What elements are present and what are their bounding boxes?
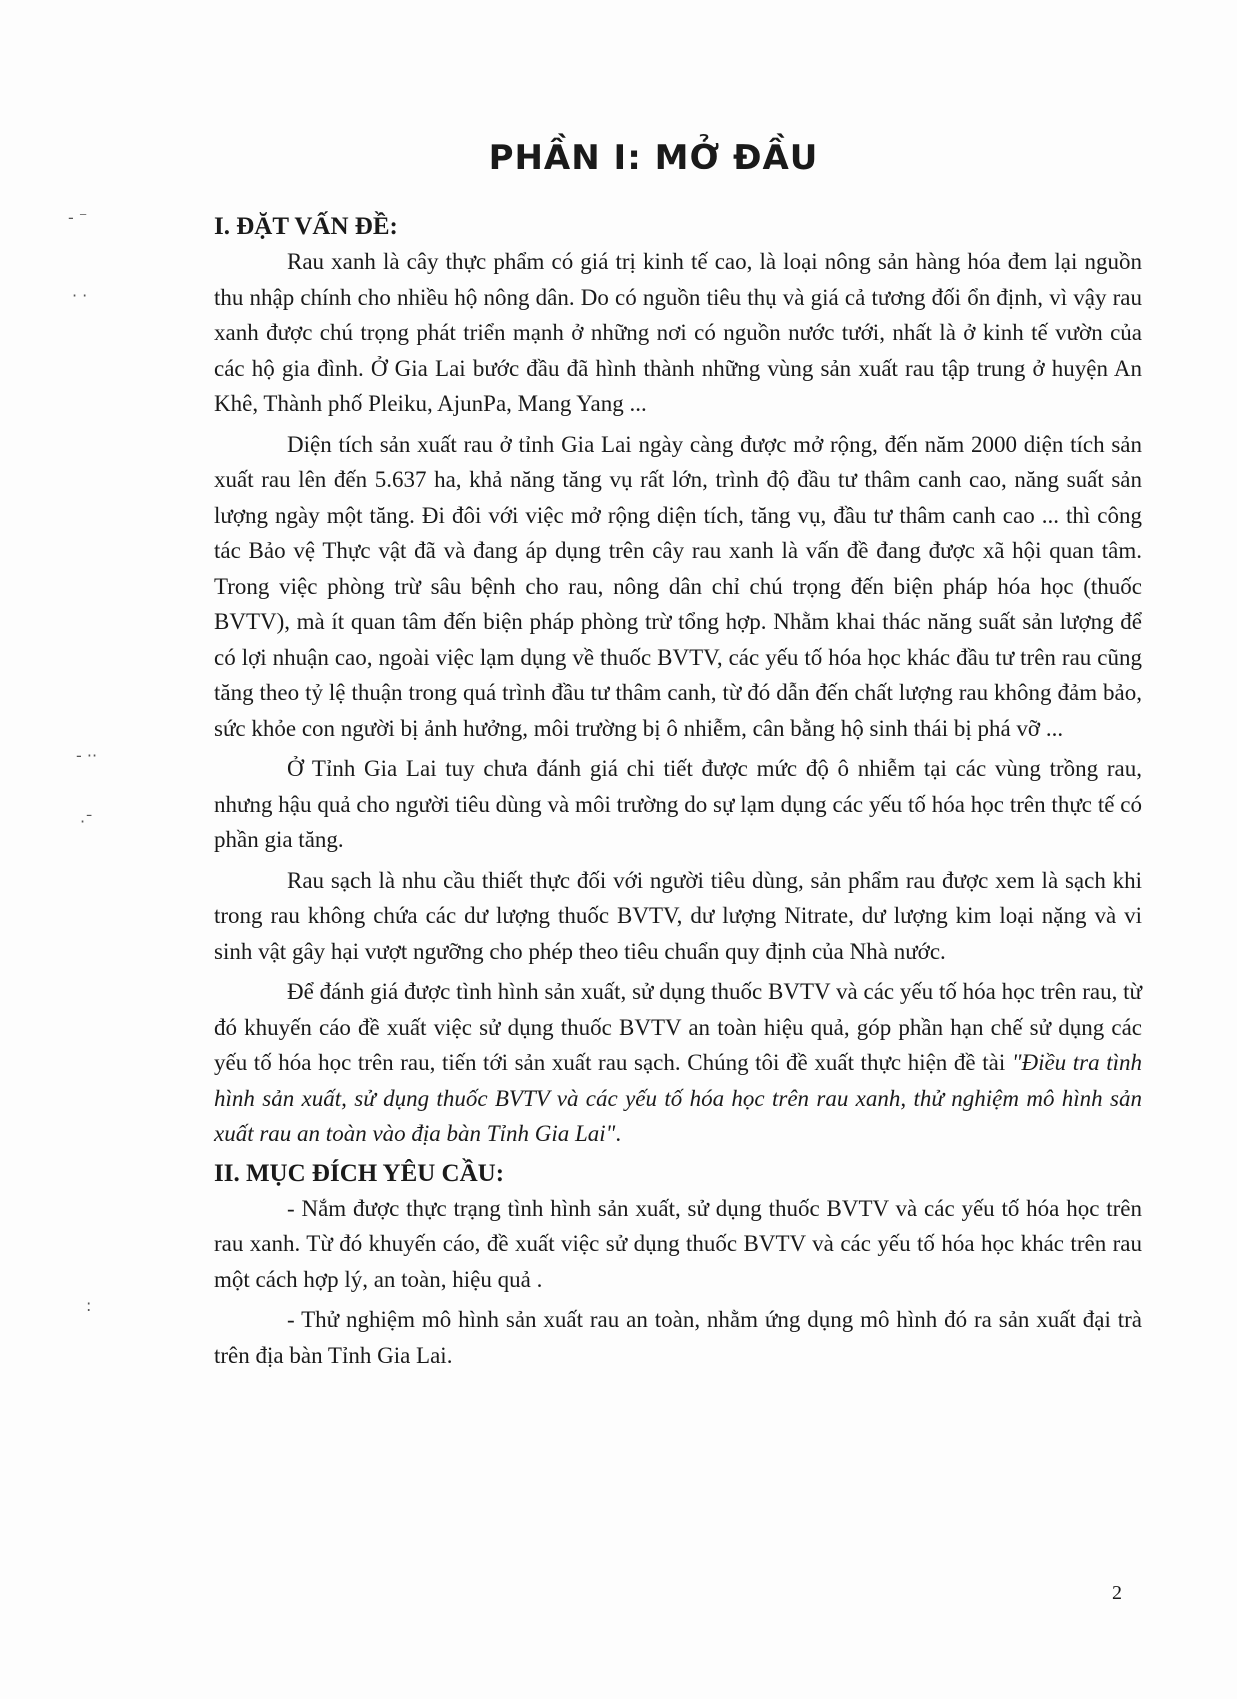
scan-mark: · ·	[72, 286, 88, 305]
paragraph: Rau sạch là nhu cầu thiết thực đối với người tiêu dùng, sản phẩm rau được xem là sạch khi trong rau không chứa các dư lượng thuốc BVTV, dư lượng Nitrate, dư lượng kim loại nặng và vi sinh vật gây hại vượt ngưỡng cho phép theo tiêu chuẩn quy định của Nhà nước.	[214, 867, 1142, 964]
section-heading-muc-dich-yeu-cau: II. MỤC ĐÍCH YÊU CẦU:	[214, 1159, 505, 1187]
paragraph-research-topic	[214, 974, 1142, 1152]
scan-mark: - ⁻	[68, 208, 88, 227]
scan-mark: ·ˉ	[80, 812, 94, 831]
research-topic-title: "Điều tra tình hình sản xuất, sử dụng thuốc BVTV và các yếu tố hóa học trên rau xanh, thử nghiệm mô hình sản xuất rau an toàn vào địa bàn Tỉnh Gia Lai"	[214, 1050, 1142, 1146]
page-number: 2	[1112, 1582, 1122, 1604]
section-heading-dat-van-de: I. ĐẶT VẤN ĐỀ:	[214, 213, 398, 240]
paragraph: - Nắm được thực trạng tình hình sản xuất, sử dụng thuốc BVTV và các yếu tố hóa học trên rau xanh. Từ đó khuyến cáo, đề xuất việc sử dụng thuốc BVTV và các yếu tố hóa học khác trên rau một cách hợp lý, an toàn, hiệu quả .	[214, 1195, 1142, 1292]
scan-mark: :	[86, 1296, 92, 1315]
paragraph: Rau xanh là cây thực phẩm có giá trị kinh tế cao, là loại nông sản hàng hóa đem lại nguồn thu nhập chính cho nhiều hộ nông dân. Do có nguồn tiêu thụ và giá cả tương đối ổn định, vì vậy rau xanh được chú trọng phát triển mạnh ở những nơi có nguồn nước tưới, nhất là ở kinh tế vườn của các hộ gia đình. Ở Gia Lai bước đầu đã hình thành những vùng sản xuất rau tập trung ở huyện An Khê, Thành phố Pleiku, AjunPa, Mang Yang ...	[214, 249, 1142, 416]
scan-mark: - ··	[76, 746, 98, 765]
document-body	[214, 210, 1142, 1378]
paragraph-tail-text: .	[615, 1121, 622, 1146]
paragraph: - Thử nghiệm mô hình sản xuất rau an toàn, nhằm ứng dụng mô hình đó ra sản xuất đại trà trên địa bàn Tỉnh Gia Lai.	[214, 1307, 1142, 1368]
paragraph-lead-text: Để đánh giá được tình hình sản xuất, sử dụng thuốc BVTV và các yếu tố hóa học trên rau, từ đó khuyến cáo đề xuất việc sử dụng thuốc BVTV an toàn hiệu quả, góp phần hạn chế sử dụng các yếu tố hóa học trên rau, tiến tới sản xuất rau sạch. Chúng tôi đề xuất thực hiện đề tài	[214, 979, 1142, 1075]
page-title: PHẦN I: MỞ ĐẦU	[488, 138, 819, 178]
paragraph: Diện tích sản xuất rau ở tỉnh Gia Lai ngày càng được mở rộng, đến năm 2000 diện tích sản xuất rau lên đến 5.637 ha, khả năng tăng vụ rất lớn, trình độ đầu tư thâm canh cao, năng suất sản lượng ngày một tăng. Đi đôi với việc mở rộng diện tích, tăng vụ, đầu tư thâm canh cao ... thì công tác Bảo vệ Thực vật đã và đang áp dụng trên cây rau xanh là vấn đề đang được xã hội quan tâm. Trong việc phòng trừ sâu bệnh cho rau, nông dân chỉ chú trọng đến biện pháp hóa học (thuốc BVTV), mà ít quan tâm đến biện pháp phòng trừ tổng hợp. Nhằm khai thác năng suất sản lượng để có lợi nhuận cao, ngoài việc lạm dụng về thuốc BVTV, các yếu tố hóa học khác đầu tư trên rau cũng tăng theo tỷ lệ thuận trong quá trình đầu tư thâm canh, từ đó dẫn đến chất lượng rau không đảm bảo, sức khỏe con người bị ảnh hưởng, môi trường bị ô nhiễm, cân bằng hộ sinh thái bị phá vỡ ...	[214, 431, 1142, 741]
paragraph: Ở Tỉnh Gia Lai tuy chưa đánh giá chi tiết được mức độ ô nhiễm tại các vùng trồng rau, nhưng hậu quả cho người tiêu dùng và môi trường do sự lạm dụng các yếu tố hóa học trên thực tế có phần gia tăng.	[214, 756, 1142, 852]
